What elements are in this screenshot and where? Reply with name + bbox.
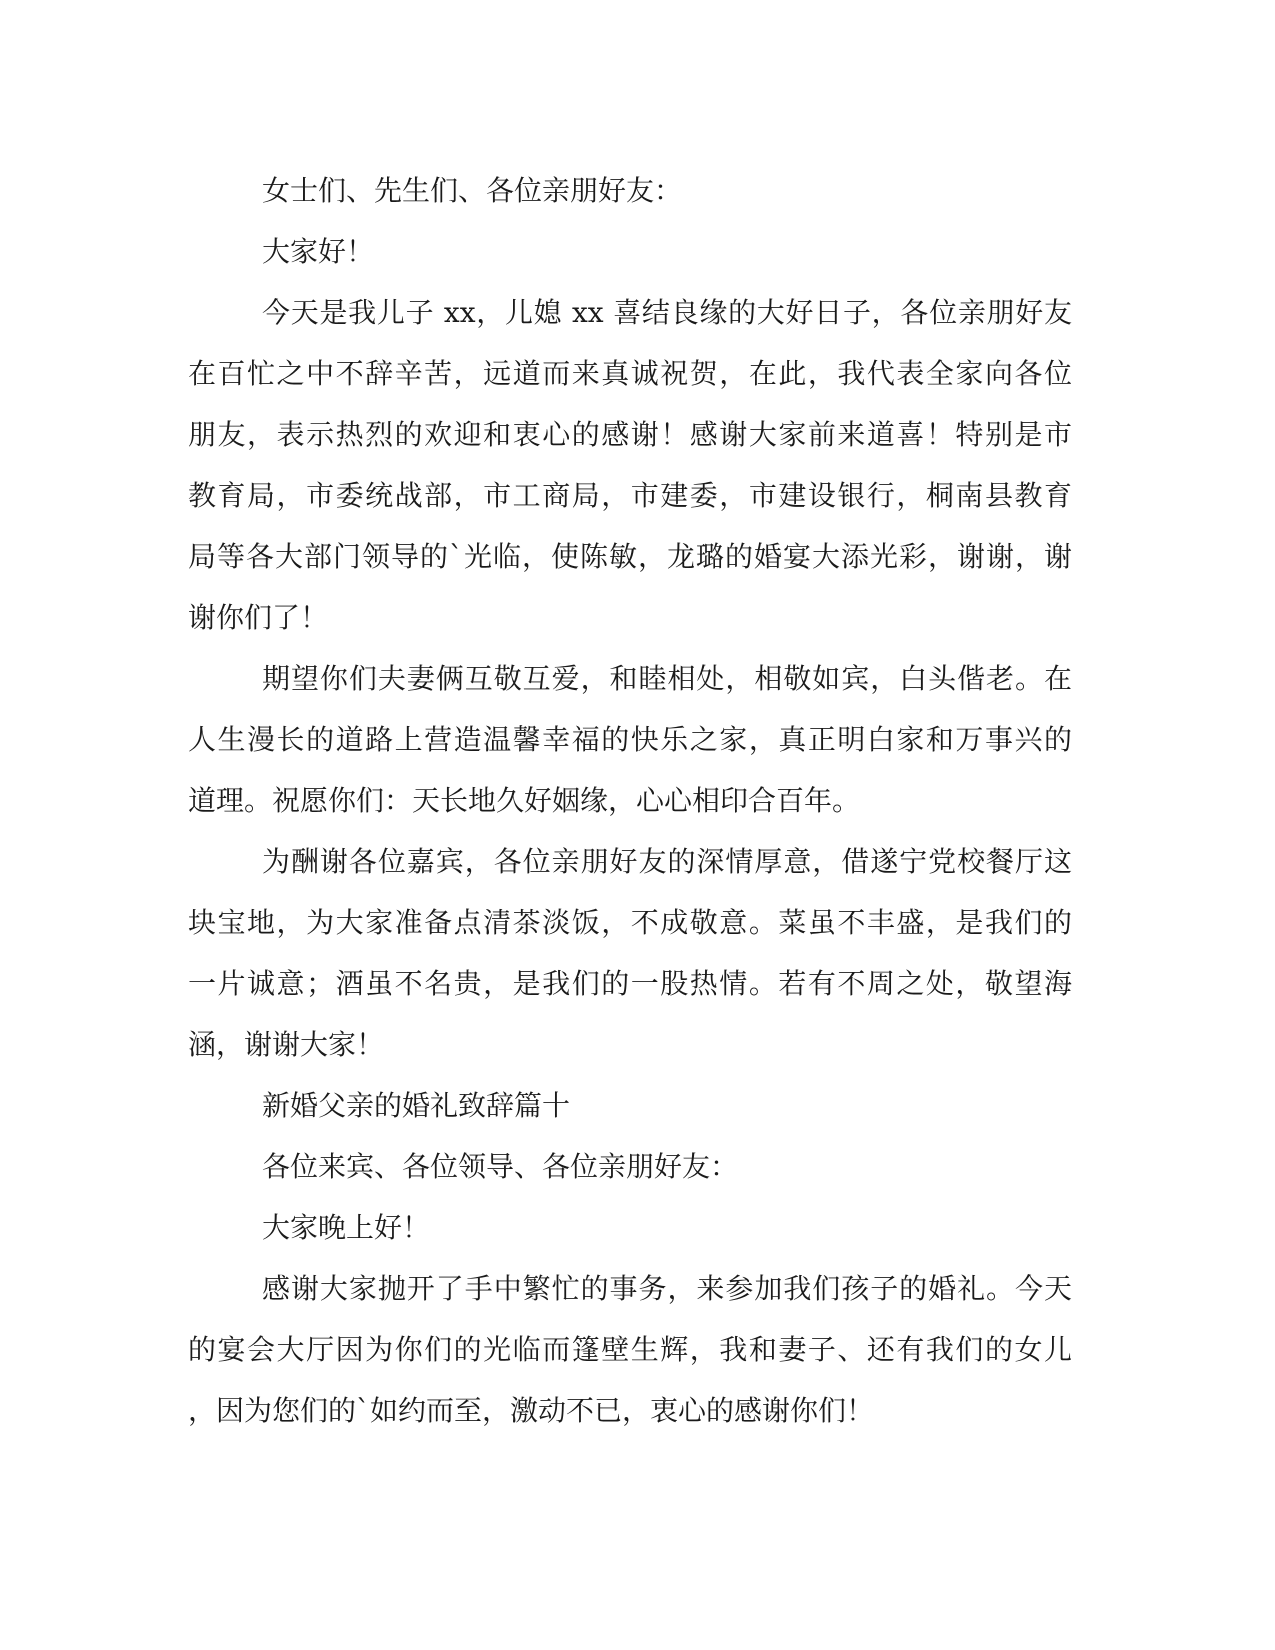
paragraph-line: 的宴会大厅因为你们的光临而篷壁生辉，我和妻子、还有我们的女儿 xyxy=(188,1333,1072,1366)
paragraph-line: 今天是我儿子 xx，儿媳 xx 喜结良缘的大好日子，各位亲朋好友 xyxy=(262,296,1072,329)
paragraph-line: 谢你们了！ xyxy=(188,601,329,634)
paragraph-line: ，因为您们的`如约而至，激动不已，衷心的感谢你们！ xyxy=(188,1394,875,1427)
paragraph-line: 朋友，表示热烈的欢迎和衷心的感谢！感谢大家前来道喜！特别是市 xyxy=(188,418,1072,451)
greeting: 大家晚上好！ xyxy=(262,1211,431,1244)
paragraph-line: 涵，谢谢大家！ xyxy=(188,1028,385,1061)
paragraph-line: 期望你们夫妻俩互敬互爱，和睦相处，相敬如宾，白头偕老。在 xyxy=(262,662,1072,695)
salutation: 女士们、先生们、各位亲朋好友： xyxy=(262,174,683,207)
paragraph-line: 人生漫长的道路上营造温馨幸福的快乐之家，真正明白家和万事兴的 xyxy=(188,723,1072,756)
paragraph-line: 块宝地，为大家准备点清茶淡饭，不成敬意。菜虽不丰盛，是我们的 xyxy=(188,906,1072,939)
greeting: 大家好！ xyxy=(262,235,375,268)
paragraph-line: 一片诚意；酒虽不名贵，是我们的一股热情。若有不周之处，敬望海 xyxy=(188,967,1072,1000)
section-heading: 新婚父亲的婚礼致辞篇十 xyxy=(262,1089,571,1122)
salutation: 各位来宾、各位领导、各位亲朋好友： xyxy=(262,1150,739,1183)
document-body xyxy=(188,160,1072,1441)
paragraph-line: 为酬谢各位嘉宾，各位亲朋好友的深情厚意，借遂宁党校餐厅这 xyxy=(262,845,1072,878)
paragraph-line: 道理。祝愿你们：天长地久好姻缘，心心相印合百年。 xyxy=(188,784,861,817)
paragraph-line: 在百忙之中不辞辛苦，远道而来真诚祝贺，在此，我代表全家向各位 xyxy=(188,357,1072,390)
paragraph-line: 教育局，市委统战部，市工商局，市建委，市建设银行，桐南县教育 xyxy=(188,479,1072,512)
paragraph-line: 局等各大部门领导的`光临，使陈敏，龙璐的婚宴大添光彩，谢谢，谢 xyxy=(188,540,1072,573)
paragraph-line: 感谢大家抛开了手中繁忙的事务，来参加我们孩子的婚礼。今天 xyxy=(262,1272,1072,1305)
